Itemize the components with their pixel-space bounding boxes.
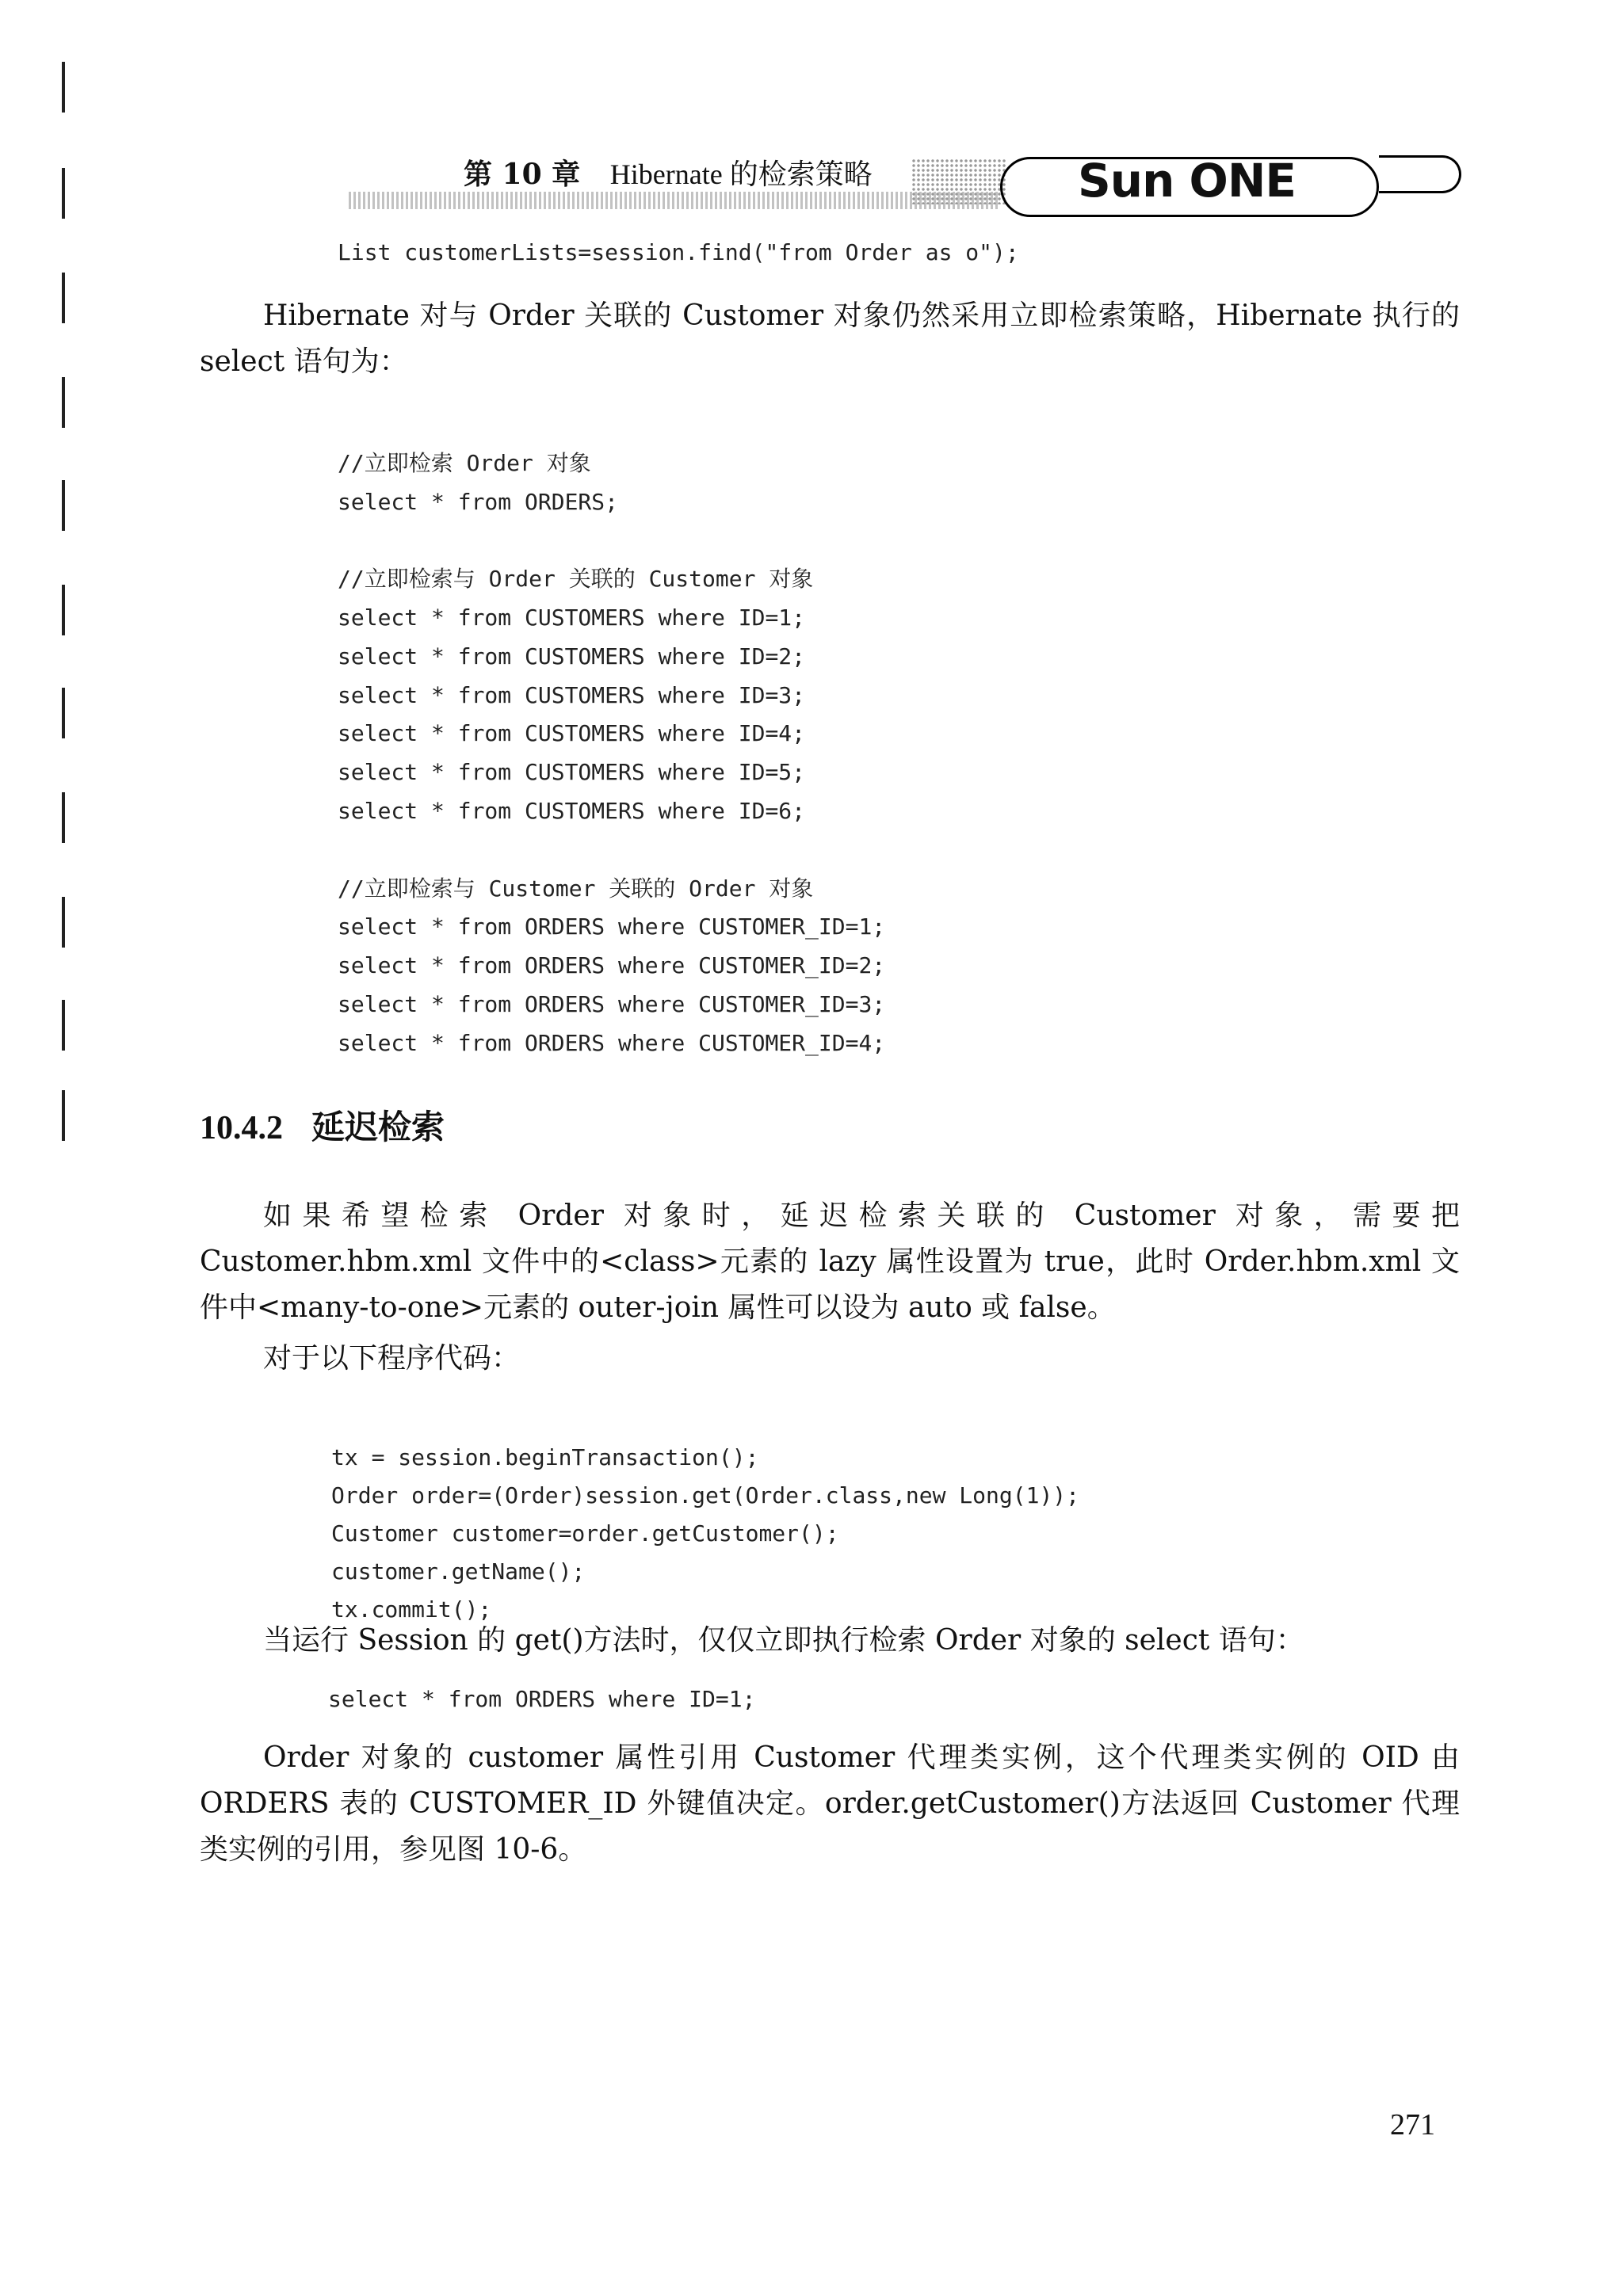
- code-line: select * from CUSTOMERS where ID=5;: [338, 759, 806, 786]
- code-line: tx.commit();: [331, 1596, 492, 1623]
- code-line-select: select * from ORDERS where ID=1;: [328, 1686, 756, 1712]
- binding-mark: [62, 62, 65, 113]
- code-line: select * from ORDERS where CUSTOMER_ID=2;: [338, 952, 886, 979]
- code-line: select * from CUSTOMERS where ID=6;: [338, 797, 806, 824]
- section-number: 10.4.2: [200, 1110, 283, 1146]
- binding-mark: [62, 688, 65, 738]
- code-line: select * from CUSTOMERS where ID=3;: [338, 681, 806, 708]
- code-line: select * from ORDERS where CUSTOMER_ID=1;: [338, 913, 886, 940]
- code-line: select * from ORDERS where CUSTOMER_ID=3;: [338, 990, 886, 1017]
- header-dots-decoration: [911, 158, 1006, 204]
- binding-mark: [62, 897, 65, 948]
- binding-mark: [62, 1090, 65, 1141]
- code-line: //立即检索与 Customer 关联的 Order 对象: [338, 875, 814, 902]
- code-line: customer.getName();: [331, 1558, 586, 1585]
- code-line: select * from CUSTOMERS where ID=2;: [338, 643, 806, 669]
- code-line: tx = session.beginTransaction();: [331, 1444, 759, 1470]
- code-line: //立即检索 Order 对象: [338, 449, 591, 476]
- code-line: select * from CUSTOMERS where ID=1;: [338, 604, 806, 631]
- chapter-title: Hibernate 的检索策略: [609, 158, 873, 190]
- code-line: [338, 521, 885, 560]
- code-line-find: List customerLists=session.find("from Order as o");: [338, 239, 1019, 265]
- paragraph: Order 对象的 customer 属性引用 Customer 代理类实例，这个代理类实例的 OID 由 ORDERS 表的 CUSTOMER_ID 外键值决定。order.getCustomer()方法返回 Customer 代理类实例的引用，参见图 10-6。: [200, 1741, 1460, 1866]
- binding-mark: [62, 377, 65, 428]
- binding-mark: [62, 273, 65, 323]
- paragraph: 对于以下程序代码：: [263, 1342, 521, 1375]
- paragraph: 当运行 Session 的 get()方法时，仅仅立即执行检索 Order 对象的 select 语句：: [263, 1624, 1304, 1657]
- header-rule: [349, 192, 999, 209]
- paragraph: Hibernate 对与 Order 关联的 Customer 对象仍然采用立即检索策略，Hibernate 执行的 select 语句为：: [200, 299, 1460, 378]
- code-line: select * from ORDERS where CUSTOMER_ID=4;: [338, 1029, 886, 1056]
- running-header: [464, 152, 873, 193]
- binding-mark: [62, 585, 65, 635]
- code-line: //立即检索与 Order 关联的 Customer 对象: [338, 566, 814, 593]
- chapter-label: 第 10 章: [464, 158, 581, 191]
- binding-mark: [62, 168, 65, 219]
- paragraph: 如果希望检索 Order 对象时，延迟检索关联的 Customer 对象，需要把 Customer.hbm.xml 文件中的<class>元素的 lazy 属性设置为 true，此时 Order.hbm.xml 文件中<many-to-one>元素的 outer-join 属性可以设为 auto 或 false。: [200, 1199, 1460, 1324]
- logo-frame-tail: [1379, 155, 1461, 193]
- binding-mark: [62, 1000, 65, 1051]
- code-line: Customer customer=order.getCustomer();: [331, 1520, 839, 1547]
- sun-one-logo: Sun ONE: [1078, 154, 1296, 208]
- binding-mark: [62, 480, 65, 531]
- code-block-eager: [338, 406, 885, 1101]
- page-number: 271: [1390, 2108, 1435, 2142]
- code-line: select * from ORDERS;: [338, 488, 619, 515]
- code-line: [338, 831, 885, 870]
- code-line: select * from CUSTOMERS where ID=4;: [338, 720, 806, 747]
- section-heading: [200, 1101, 445, 1149]
- code-line: Order order=(Order)session.get(Order.class,new Long(1));: [331, 1482, 1080, 1508]
- section-title: 延迟检索: [311, 1108, 445, 1146]
- binding-mark: [62, 792, 65, 843]
